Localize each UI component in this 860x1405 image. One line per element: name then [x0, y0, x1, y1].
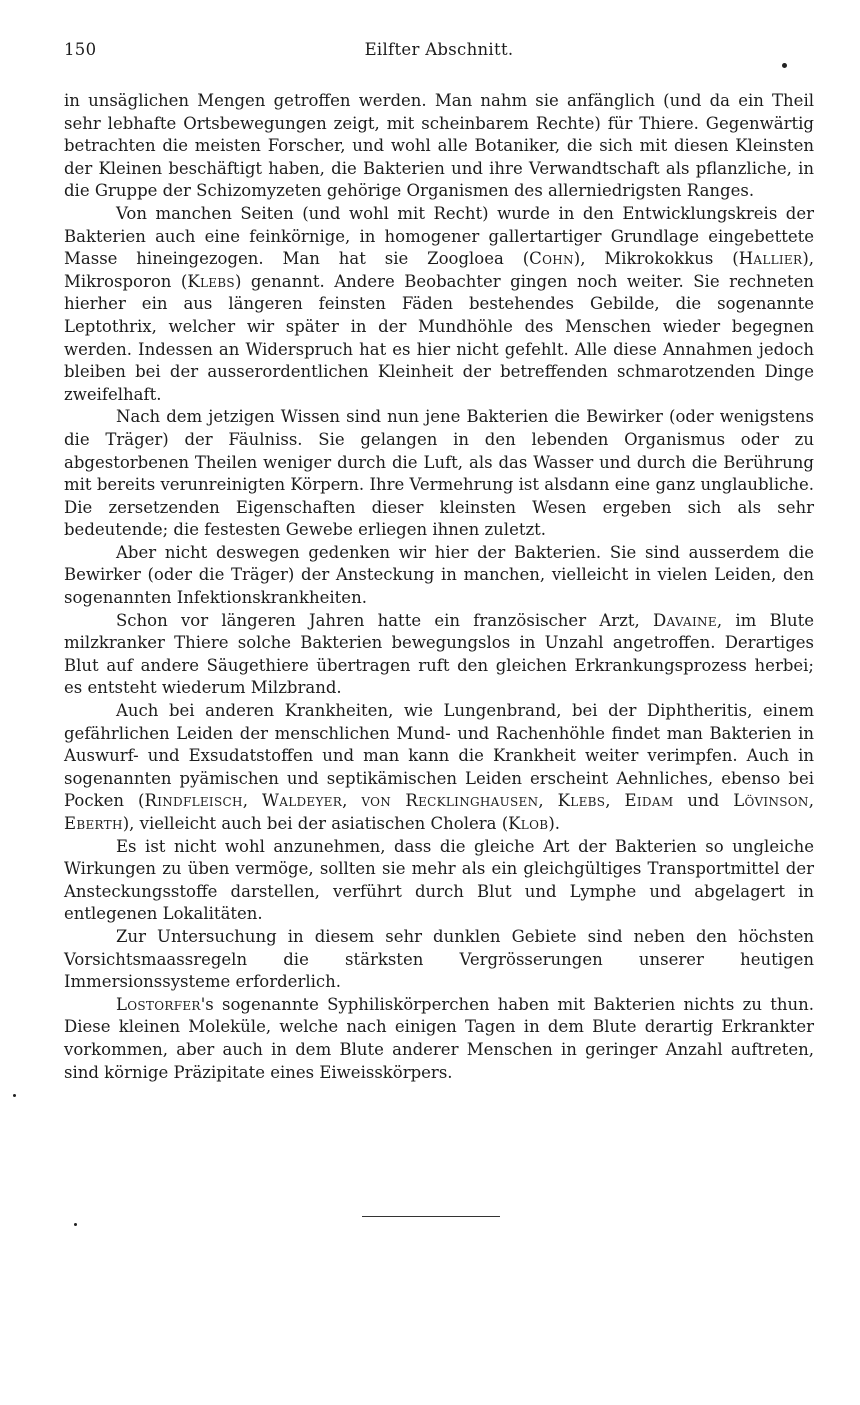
running-head: Eilfter Abschnitt. [364, 40, 514, 59]
text-run: 's sogenannte Syphiliskörperchen haben mit Bakterien nichts zu thun. Diese kleinen Moleküle, welche nach einigen Tagen in dem Blute derartig Erkrankter vorkommen, aber auch in dem Blute anderer Menschen in geringer Anzahl auftreten, sind körnige Präzipitate eines Eiweisskörpers. [64, 994, 814, 1082]
text-run: Von manchen Seiten (und wohl mit Recht) wurde in den Entwicklungskreis der Bakterien auch eine feinkörnige, in homogener gallertartiger Grundlage eingebettete Masse hineingezogen. Man hat sie Zoogloea ( [64, 203, 814, 269]
print-speck [782, 63, 787, 68]
author-name: Klebs [187, 271, 235, 291]
author-name: Klebs [557, 791, 606, 811]
paragraph-5 [64, 610, 814, 700]
author-name: Eidam [624, 791, 674, 811]
text-run: , im Blute milzkranker Thiere solche Bakterien bewegungslos in Unzahl angetroffen. Derartiges Blut auf andere Säugethiere übertragen ruft den gleichen Erkrankungsprozess herbei; es entsteht wiederum Milzbrand. [64, 610, 814, 698]
end-rule [362, 1216, 500, 1217]
print-speck [13, 1094, 16, 1097]
author-name: Hallier [738, 249, 803, 269]
paragraph-7 [64, 836, 814, 926]
author-name: Lostorfer [116, 994, 201, 1014]
text-run: , [538, 791, 558, 811]
text-run: Nach dem jetzigen Wissen sind nun jene Bakterien die Bewirker (oder wenigstens die Träger) der Fäulniss. Sie gelangen in den lebenden Organismus oder zu abgestorbenen Theilen weniger durch die Luft, als das Wasser und durch die Berührung mit bereits verunreinigten Körpern. Ihre Vermehrung ist alsdann eine ganz unglaubliche. Die zersetzenden Eigenschaften dieser kleinsten Wesen ergeben sich als sehr bedeutende; die festesten Gewebe erliegen ihnen zuletzt. [64, 407, 814, 540]
page-header [64, 40, 814, 68]
text-run: Aber nicht deswegen gedenken wir hier der Bakterien. Sie sind ausserdem die Bewirker (oder die Träger) der Ansteckung in manchen, vielleicht in vielen Leiden, den sogenannten Infektionskrankheiten. [64, 542, 814, 608]
paragraph-8 [64, 926, 814, 994]
text-run: und [673, 791, 734, 811]
text-run: , [342, 791, 362, 811]
text-run: , [242, 791, 262, 811]
paragraph-3 [64, 406, 814, 542]
text-run: ), Mikrokokkus ( [573, 249, 739, 269]
paragraph-4 [64, 542, 814, 610]
text-run: , [808, 791, 814, 811]
text-run: ). [548, 814, 561, 833]
paragraph-1 [64, 90, 814, 203]
author-name: Eberth [64, 814, 123, 833]
author-name: Rindfleisch [144, 791, 243, 811]
author-name: von Recklinghausen [361, 791, 539, 811]
paragraph-9 [64, 994, 814, 1084]
text-run: Es ist nicht wohl anzunehmen, dass die gleiche Art der Bakterien so ungleiche Wirkungen zu üben vermöge, sollten sie mehr als ein gleichgültiges Transportmittel der Ansteckungsstoffe darstellen, verführt durch Blut und Lymphe und abgelagert in entlegenen Lokalitäten. [64, 836, 814, 924]
text-run: Auch bei anderen Krankheiten, wie Lungenbrand, bei der Diphtheritis, einem gefährlichen Leiden der menschlichen Mund- und Rachenhöhle findet man Bakterien in Auswurf- und Exsudatstoffen und man kann die Krankheit weiter verimpfen. Auch in sogenannten pyämischen und septikämischen Leiden erscheint Aehnliches, ebenso bei Pocken ( [64, 701, 814, 811]
body-text [64, 90, 814, 1084]
text-run: ), Mikrosporon ( [64, 249, 815, 291]
page-number: 150 [64, 40, 97, 59]
author-name: Davaine [652, 610, 717, 630]
print-speck [74, 1223, 77, 1226]
text-run: ), vielleicht auch bei der asiatischen Cholera ( [122, 814, 509, 833]
text-run: , [605, 791, 625, 811]
author-name: Waldeyer [261, 791, 343, 811]
author-name: Klob [508, 814, 549, 833]
paragraph-2 [64, 203, 814, 406]
text-run: in unsäglichen Mengen getroffen werden. Man nahm sie anfänglich (und da ein Theil sehr lebhafte Ortsbewegungen zeigt, mit scheinbarem Rechte) für Thiere. Gegenwärtig betrachten die meisten Forscher, und wohl alle Botaniker, die sich mit diesen Kleinsten der Kleinen beschäftigt haben, die Bakterien und ihre Verwandtschaft als pflanzliche, in die Gruppe der Schizomyzeten gehörige Organismen des allerniedrigsten Ranges. [64, 91, 814, 201]
text-run: ) genannt. Andere Beobachter gingen noch weiter. Sie rechneten hierher ein aus längeren feinsten Fäden bestehendes Gebilde, die sogenannte Leptothrix, welcher wir später in der Mundhöhle des Menschen wieder begegnen werden. Indessen an Widerspruch hat es hier nicht gefehlt. Alle diese Annahmen jedoch bleiben bei der ausserordentlichen Kleinheit der betreffenden schmarotzenden Dinge zweifelhaft. [64, 271, 815, 404]
text-run: Schon vor längeren Jahren hatte ein französischer Arzt, [116, 610, 653, 630]
author-name: Lövinson [733, 791, 809, 811]
author-name: Cohn [529, 249, 574, 269]
text-run: Zur Untersuchung in diesem sehr dunklen Gebiete sind neben den höchsten Vorsichtsmaassregeln die stärksten Vergrösserungen unserer heutigen Immersionssysteme erforderlich. [64, 926, 814, 992]
paragraph-6 [64, 700, 814, 836]
